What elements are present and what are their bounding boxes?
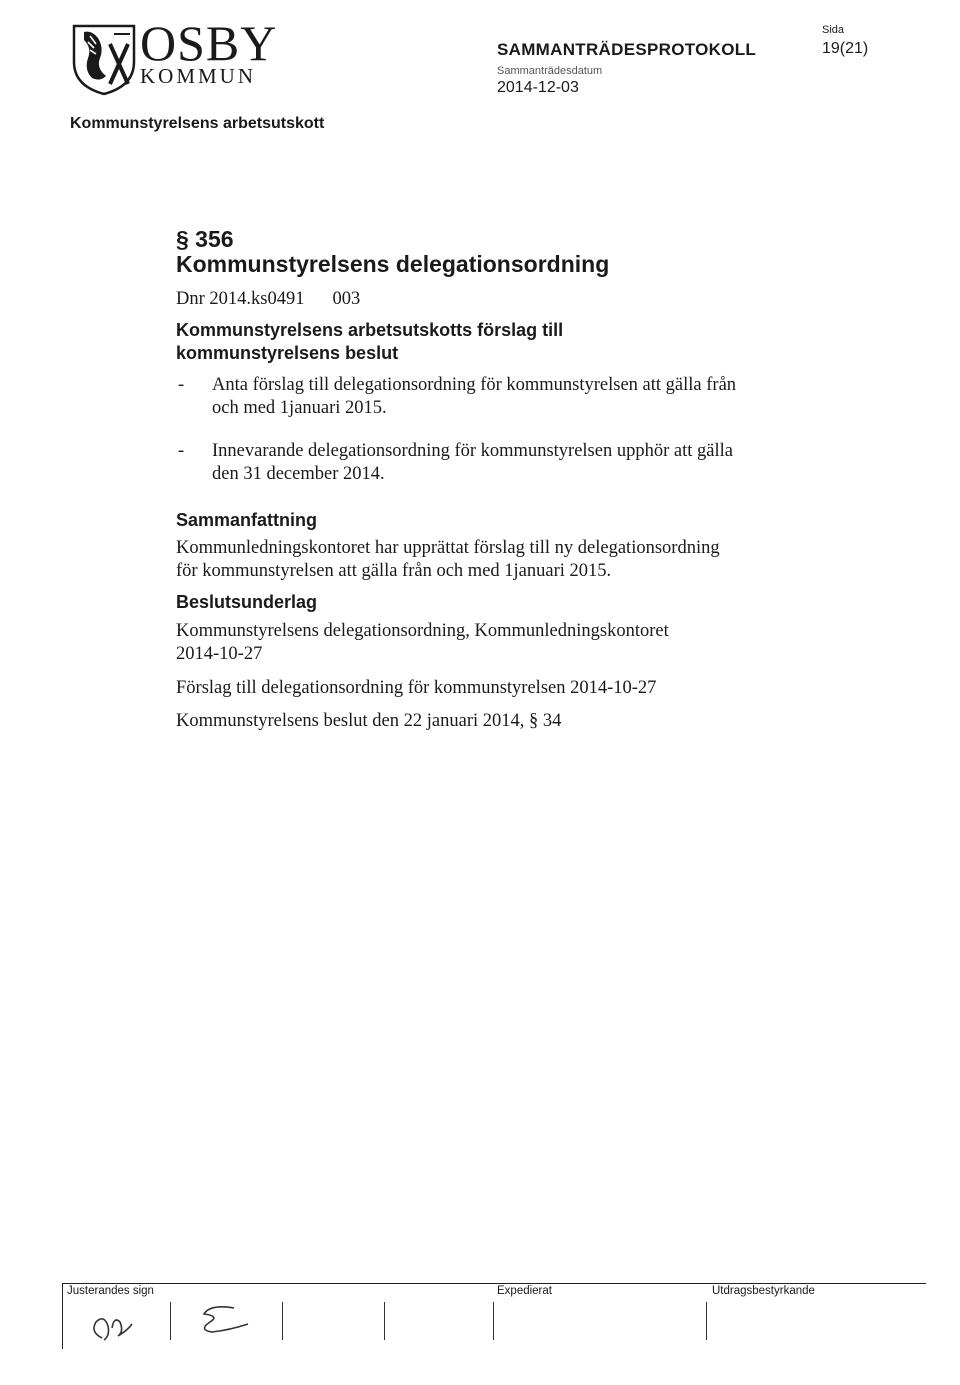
signature-box-divider	[170, 1302, 171, 1340]
proposal-item-line: den 31 december 2014.	[212, 464, 385, 484]
page-label: Sida	[822, 24, 845, 36]
document-type: SAMMANTRÄDESPROTOKOLL	[497, 40, 757, 59]
committee-name: Kommunstyrelsens arbetsutskott	[70, 115, 325, 132]
proposal-item-line: och med 1januari 2015.	[212, 398, 387, 418]
signature-box-divider	[384, 1302, 385, 1340]
certified-label: Utdragsbestyrkande	[712, 1285, 815, 1297]
basis-heading: Beslutsunderlag	[176, 592, 318, 612]
signature-box-divider	[706, 1302, 707, 1340]
basis-item: Kommunstyrelsens beslut den 22 januari 2014, § 34	[176, 711, 562, 731]
proposal-item	[212, 374, 736, 420]
basis-item	[176, 620, 669, 666]
list-bullet: -	[178, 375, 185, 395]
basis-item-line: 2014-10-27	[176, 644, 263, 664]
org-subtitle: KOMMUN	[140, 64, 257, 88]
proposal-heading	[176, 319, 563, 365]
signature-initials-1	[84, 1302, 154, 1350]
summary-line: Kommunledningskontoret har upprättat förslag till ny delegationsordning	[176, 538, 720, 558]
summary-text	[176, 537, 720, 583]
summary-heading: Sammanfattning	[176, 510, 318, 530]
org-name: OSBY	[140, 15, 278, 71]
signature-box-divider	[493, 1302, 494, 1340]
meeting-date-label: Sammanträdesdatum	[497, 65, 603, 77]
footer-divider	[62, 1283, 926, 1284]
proposal-heading-line: Kommunstyrelsens arbetsutskotts förslag till	[176, 320, 564, 340]
section-title: Kommunstyrelsens delegationsordning	[176, 251, 610, 277]
case-number	[176, 288, 360, 310]
sign-label: Justerandes sign	[67, 1285, 154, 1297]
footer-divider-vertical	[62, 1283, 63, 1349]
case-number-prefix: Dnr 2014.ks0491	[176, 289, 305, 309]
case-number-code: 003	[332, 289, 361, 309]
municipality-emblem-icon	[70, 22, 138, 96]
proposal-heading-line: kommunstyrelsens beslut	[176, 343, 399, 363]
expedited-label: Expedierat	[497, 1285, 552, 1297]
summary-line: för kommunstyrelsen att gälla från och med 1januari 2015.	[176, 561, 612, 581]
proposal-item-line: Anta förslag till delegationsordning för kommunstyrelsen att gälla från	[212, 375, 737, 395]
basis-item-line: Kommunstyrelsens delegationsordning, Kommunledningskontoret	[176, 621, 669, 641]
section-number: § 356	[176, 226, 234, 252]
meeting-date: 2014-12-03	[497, 79, 579, 96]
basis-item: Förslag till delegationsordning för kommunstyrelsen 2014-10-27	[176, 678, 657, 698]
signature-initials-2	[190, 1300, 260, 1340]
page-number: 19(21)	[822, 40, 869, 57]
proposal-item	[212, 440, 733, 486]
list-bullet: -	[178, 441, 185, 461]
proposal-item-line: Innevarande delegationsordning för kommunstyrelsen upphör att gälla	[212, 441, 733, 461]
signature-box-divider	[282, 1302, 283, 1340]
